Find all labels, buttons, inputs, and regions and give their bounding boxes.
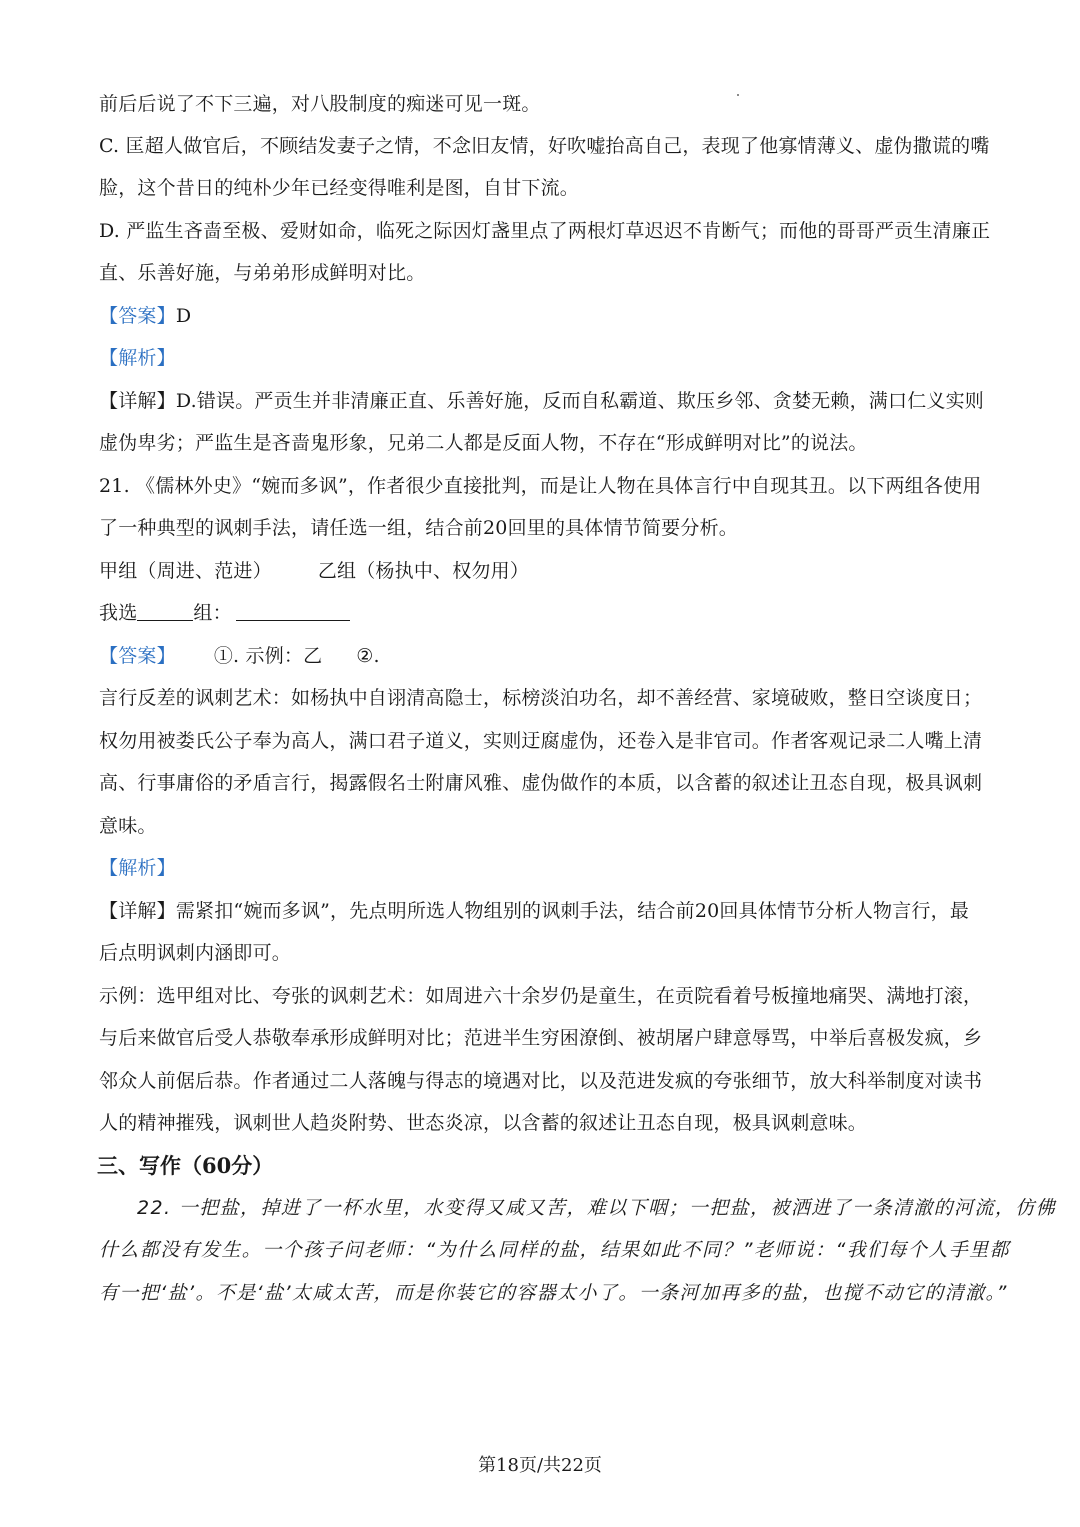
answer-blank [236,602,350,621]
detail-text: 需紧扣“婉而多讽”，先点明所选人物组别的讽刺手法，结合前20回具体情节分析人物言行，最 [175,900,970,922]
question-22-line-2: 什么都没有发生。一个孩子问老师：“为什么同样的盐，结果如此不同？”老师说：“我们每个人手里都 [99,1239,1010,1261]
analysis-row-20 [99,346,989,370]
option-c-line-1: C. 匡超人做官后，不顾结发妻子之情，不念旧友情，好吹嘘抬高自己，表现了他寡情薄义、虚伪撒谎的嘴 [99,135,990,157]
option-d-line-2: 直、乐善好施，与弟弟形成鲜明对比。 [99,262,426,284]
detail-tag: 【详解】 [99,900,176,922]
group-b: 乙组（杨执中、权勿用） [317,560,530,582]
answer-tag: 【答案】 [99,645,176,667]
answer-text-2: 权勿用被娄氏公子奉为高人，满口君子道义，实则迂腐虚伪，还卷入是非官司。作者客观记录二人嘴上清 [99,730,983,752]
analysis-tag: 【解析】 [99,857,176,879]
example-line-1: 示例：选甲组对比、夸张的讽刺艺术：如周进六十余岁仍是童生，在贡院看着号板撞地痛哭、满地打滚， [99,985,983,1007]
question-22-line-1 [99,1196,1057,1220]
choice-label: 我选 [99,602,138,624]
answer-text-1: 言行反差的讽刺艺术：如杨执中自诩清高隐士，标榜淡泊功名，却不善经营、家境破败，整日空谈度日； [99,687,983,709]
section-title-writing: 三、写作（60分） [97,1153,274,1178]
question-22-text-1: 22. 一把盐，掉进了一杯水里，水变得又咸又苦，难以下咽；一把盐，被洒进了一条清澈的河流，仿佛 [137,1197,1057,1219]
answer-tag: 【答案】 [99,305,176,327]
group-options [99,559,989,583]
option-c-line-2: 脸，这个昔日的纯朴少年已经变得唯利是图，自甘下流。 [99,177,580,199]
example-line-3: 邻众人前倨后恭。作者通过二人落魄与得志的境遇对比，以及范进发疯的夸张细节，放大科举制度对读书 [99,1070,983,1092]
answer-row-20 [99,304,989,328]
choice-blank [137,602,193,621]
detail-text: D.错误。严贡生并非清廉正直、乐善好施，反而自私霸道、欺压乡邻、贪婪无赖，满口仁义实则 [175,390,985,412]
answer-text-4: 意味。 [99,815,157,837]
analysis-row-21 [99,856,989,880]
choice-group-label: 组： [193,602,232,624]
answer-value: D [175,305,192,327]
detail-row-20 [99,389,989,413]
detail-row-21 [99,899,989,923]
example-line-4: 人的精神摧残，讽刺世人趋炎附势、世态炎凉，以含蓄的叙述让丑态自现，极具讽刺意味。 [99,1112,868,1134]
answer-text-3: 高、行事庸俗的矛盾言行，揭露假名士附庸风雅、虚伪做作的本质，以含蓄的叙述让丑态自现，极具讽刺 [99,772,983,794]
page-footer: 第18页/共22页 [478,1455,602,1476]
detail-line-2: 后点明讽刺内涵即可。 [99,942,292,964]
group-a: 甲组（周进、范进） [99,560,272,582]
answer-part-2: ②. [356,645,380,667]
choice-row [99,601,989,625]
question-21-line-1: 21. 《儒林外史》“婉而多讽”，作者很少直接批判，而是让人物在具体言行中自现其丑。以下两组各使用 [99,475,982,497]
detail-line-2: 虚伪卑劣；严监生是吝啬鬼形象，兄弟二人都是反面人物，不存在“形成鲜明对比”的说法。 [99,432,868,454]
detail-tag: 【详解】 [99,390,176,412]
answer-part-1: ①. 示例：乙 [213,645,323,667]
option-d-line-1: D. 严监生吝啬至极、爱财如命，临死之际因灯盏里点了两根灯草迟迟不肯断气；而他的哥哥严贡生清廉正 [99,220,991,242]
analysis-tag: 【解析】 [99,347,176,369]
text-line: 前后后说了不下三遍，对八股制度的痴迷可见一斑。 [99,93,541,115]
answer-row-21 [99,644,989,668]
question-22-line-3: 有一把‘盐’。不是‘盐’太咸太苦，而是你装它的容器太小了。一条河加再多的盐，也搅不动它的清澈。” [99,1282,1008,1304]
example-line-2: 与后来做官后受人恭敬奉承形成鲜明对比；范进半生穷困潦倒、被胡屠户肆意辱骂，中举后喜极发疯，乡 [99,1027,983,1049]
question-21-line-2: 了一种典型的讽刺手法，请任选一组，结合前20回里的具体情节简要分析。 [99,517,738,539]
